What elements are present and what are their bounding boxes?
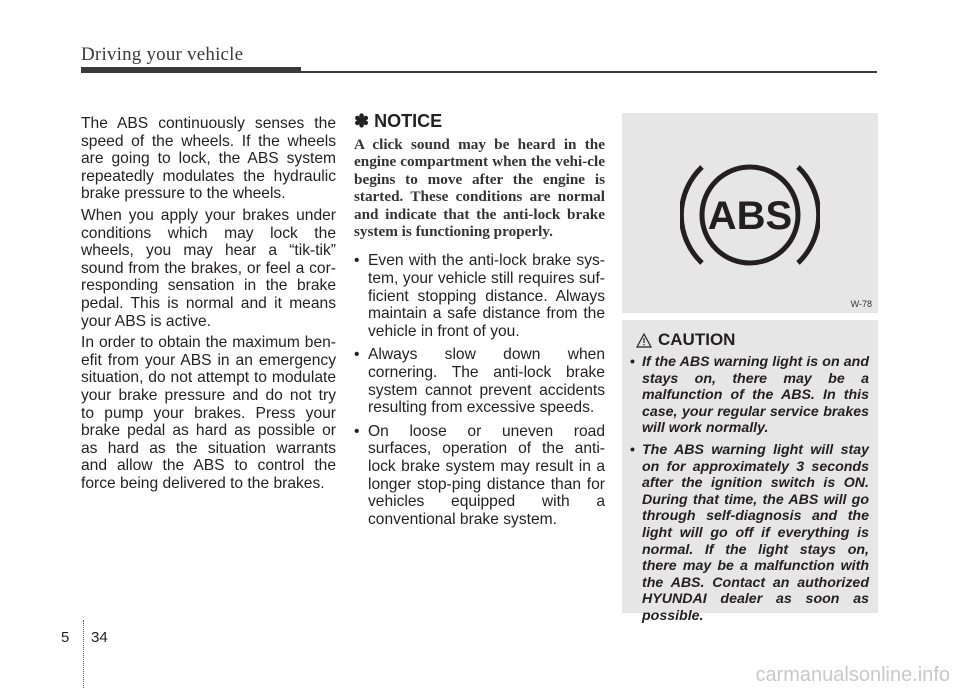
list-item bbox=[354, 423, 605, 529]
bullet-text: Always slow down when cornering. The anti-lock brake system cannot prevent accidents resulting from excessive speeds. bbox=[368, 346, 605, 417]
notice-heading bbox=[354, 111, 605, 131]
header-rule-thin bbox=[300, 71, 877, 73]
notice-column bbox=[354, 111, 605, 534]
bullet-icon: • bbox=[354, 252, 360, 270]
figure-code: W-78 bbox=[850, 299, 872, 309]
caution-panel bbox=[622, 320, 878, 624]
watermark: carmanualsonline.info bbox=[755, 664, 950, 686]
paragraph: When you apply your brakes under conditions which may lock the wheels, you may hear a “tik-tik” sound from the brakes, or feel a cor-responding sensation in the brake pedal. This is normal and it means your ABS is active. bbox=[81, 206, 336, 330]
caution-text: The ABS warning light will stay on for approximately 3 seconds after the ignition switch is ON. During that time, the ABS will go through self-diagnosis and the light will go off if everything is normal. If the light stays on, there may be a malfunction with the ABS. Contact an authorized HYUNDAI dealer as soon as possible. bbox=[642, 441, 869, 624]
bullet-icon: • bbox=[354, 422, 360, 440]
list-item bbox=[354, 252, 605, 340]
abs-warning-icon bbox=[680, 145, 820, 285]
footer-divider bbox=[83, 620, 84, 689]
abs-icon-label: ABS bbox=[707, 194, 793, 238]
page-number: 34 bbox=[91, 629, 108, 646]
notice-bullet-list bbox=[354, 252, 605, 528]
left-column bbox=[81, 115, 336, 496]
caution-title: CAUTION bbox=[658, 330, 736, 349]
notice-symbol-icon: ✽ bbox=[354, 111, 370, 131]
paragraph: The ABS continuously senses the speed of the wheels. If the wheels are going to lock, the ABS system repeatedly modulates the hydraulic brake pressure to the wheels. bbox=[81, 115, 336, 203]
paragraph: In order to obtain the maximum ben-efit from your ABS in an emergency situation, do not attempt to modulate your brake pressure and do not try to pump your brakes. Press your brake pedal as hard as possible or as hard as the situation warrants and allow the ABS to control the force being delivered to the brakes. bbox=[81, 334, 336, 492]
notice-body: A click sound may be heard in the engine compartment when the vehi-cle begins to move after the engine is started. These conditions are normal and indicate that the anti-lock brake system is functioning properly. bbox=[354, 136, 605, 241]
caution-list bbox=[630, 354, 869, 625]
page-header-title: Driving your vehicle bbox=[81, 44, 244, 65]
list-item bbox=[354, 346, 605, 416]
list-item bbox=[630, 442, 869, 625]
header-rule-thick bbox=[81, 67, 301, 73]
notice-title: NOTICE bbox=[374, 111, 443, 131]
bullet-icon: • bbox=[354, 346, 360, 364]
caution-text: If the ABS warning light is on and stays on, there may be a malfunction of the ABS. In this case, your regular service brakes will work normally. bbox=[642, 354, 869, 437]
bullet-text: Even with the anti-lock brake sys-tem, your vehicle still requires suf-ficient stopping distance. Always maintain a safe distance from the vehicle in front of you. bbox=[368, 252, 605, 340]
bullet-icon: • bbox=[630, 354, 635, 370]
list-item bbox=[630, 354, 869, 437]
section-number: 5 bbox=[61, 629, 70, 646]
abs-figure-panel bbox=[622, 113, 878, 313]
bullet-icon: • bbox=[630, 441, 635, 458]
warning-triangle-icon bbox=[636, 333, 652, 348]
bullet-text: On loose or uneven road surfaces, operation of the anti-lock brake system may result in a longer stop-ping distance than for vehicles equipped with a conventional brake system. bbox=[368, 422, 605, 528]
caution-heading bbox=[630, 330, 869, 350]
